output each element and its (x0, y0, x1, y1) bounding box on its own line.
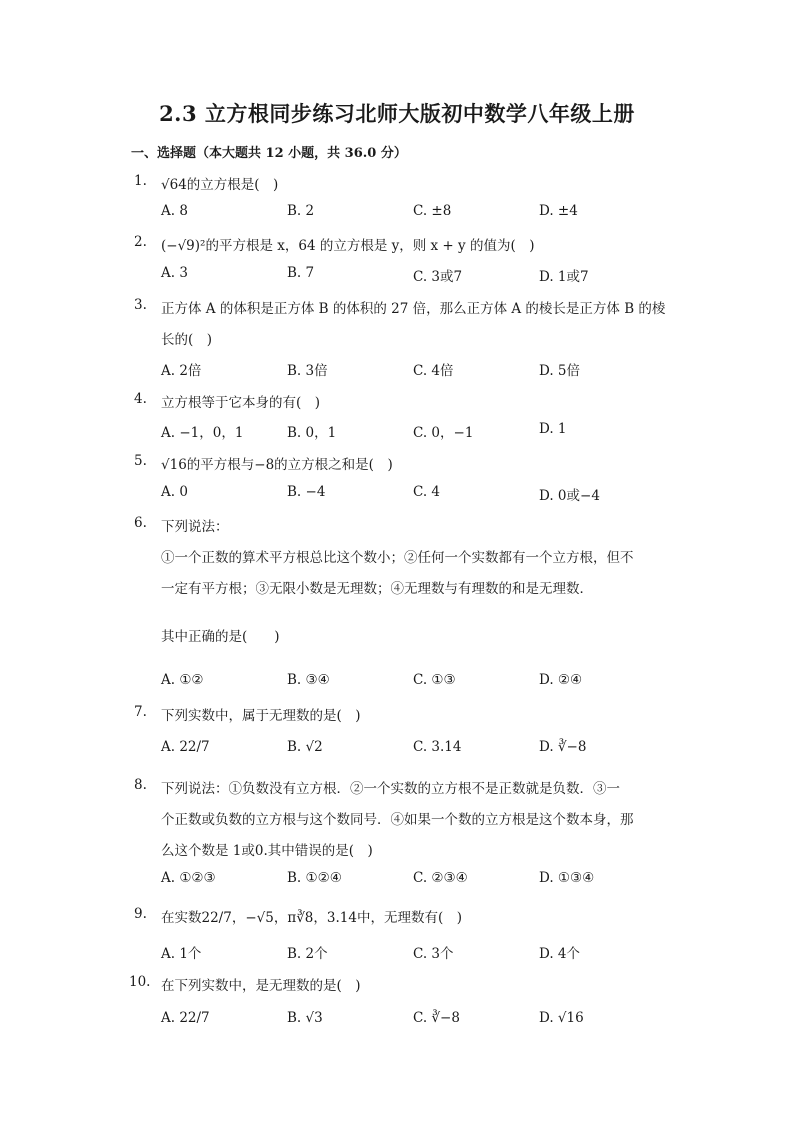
question-number: 5. (134, 453, 147, 469)
question-text: 正方体 A 的体积是正方体 B 的体积的 27 倍，那么正方体 A 的棱长是正方体 B 的棱 (161, 301, 666, 317)
question-number: 3. (134, 297, 147, 313)
option-a[interactable]: A. 8 (161, 203, 188, 219)
option-b[interactable]: B. −4 (287, 484, 326, 500)
question-text: 下列说法：①负数没有立方根．②一个实数的立方根不是正数就是负数．③一 (161, 781, 620, 797)
question-text: 在实数22/7，−√5，π∛8，3.14中，无理数有( ) (161, 910, 462, 926)
question-number: 8. (134, 777, 147, 793)
option-d[interactable]: D. ②④ (539, 672, 583, 688)
question-4-options (161, 421, 681, 441)
option-d[interactable]: D. 4个 (539, 946, 581, 962)
question-1-options (161, 203, 681, 223)
question-text-line4: 其中正确的是( ) (161, 629, 280, 645)
option-c[interactable]: C. ∛−8 (413, 1010, 460, 1026)
question-text: √16的平方根与−8的立方根之和是( ) (161, 457, 393, 473)
option-b[interactable]: B. 2个 (287, 946, 328, 962)
option-b[interactable]: B. ①②④ (287, 870, 342, 886)
question-text: 立方根等于它本身的有( ) (161, 395, 321, 411)
option-a[interactable]: A. −1，0，1 (161, 425, 244, 441)
question-number: 2. (134, 234, 147, 250)
question-number: 7. (134, 704, 147, 720)
section-heading: 一、选择题（本大题共 12 小题，共 36.0 分） (131, 146, 407, 161)
question-text: 在下列实数中，是无理数的是( ) (161, 978, 361, 994)
option-a[interactable]: A. 0 (161, 484, 188, 500)
option-b[interactable]: B. 3倍 (287, 363, 328, 379)
option-c[interactable]: C. 3个 (413, 946, 454, 962)
option-d[interactable]: D. 0或−4 (539, 488, 600, 504)
option-a[interactable]: A. 22/7 (161, 1010, 210, 1026)
option-c[interactable]: C. ②③④ (413, 870, 468, 886)
question-text: 下列说法： (161, 519, 229, 535)
option-c[interactable]: C. ①③ (413, 672, 456, 688)
question-text-line2: 个正数或负数的立方根与这个数同号．④如果一个数的立方根是这个数本身，那 (161, 812, 634, 828)
option-c[interactable]: C. 4倍 (413, 363, 454, 379)
option-b[interactable]: B. 7 (287, 265, 315, 281)
option-a[interactable]: A. 2倍 (161, 363, 202, 379)
option-b[interactable]: B. 2 (287, 203, 315, 219)
question-3-options (161, 359, 681, 379)
option-a[interactable]: A. 3 (161, 265, 188, 281)
question-number: 9. (134, 906, 147, 922)
option-c[interactable]: C. 3或7 (413, 269, 463, 285)
question-6-options (161, 672, 681, 692)
question-number: 4. (134, 391, 147, 407)
question-8-options (161, 870, 681, 890)
page-title: 2.3 立方根同步练习北师大版初中数学八年级上册 (159, 101, 635, 126)
question-2-options (161, 265, 681, 285)
option-a[interactable]: A. ①② (161, 672, 204, 688)
question-10-options (161, 1010, 681, 1030)
option-d[interactable]: D. √16 (539, 1010, 584, 1026)
option-d[interactable]: D. 1或7 (539, 269, 589, 285)
option-c[interactable]: C. 0，−1 (413, 425, 474, 441)
option-c[interactable]: C. 3.14 (413, 739, 462, 755)
option-d[interactable]: D. ①③④ (539, 870, 595, 886)
option-d[interactable]: D. 5倍 (539, 363, 581, 379)
option-b[interactable]: B. √3 (287, 1010, 323, 1026)
option-c[interactable]: C. 4 (413, 484, 441, 500)
option-d[interactable]: D. ±4 (539, 203, 578, 219)
question-text: (−√9)²的平方根是 x，64 的立方根是 y，则 x + y 的值为( ) (161, 238, 535, 254)
question-9-options (161, 942, 681, 962)
question-text-line3: 一定有平方根；③无限小数是无理数；④无理数与有理数的和是无理数． (161, 581, 593, 597)
question-5-options (161, 484, 681, 504)
question-text-line2: 长的( ) (161, 332, 213, 348)
question-text: √64的立方根是( ) (161, 177, 279, 193)
option-a[interactable]: A. 1个 (161, 946, 202, 962)
question-number: 6. (134, 515, 147, 531)
option-c[interactable]: C. ±8 (413, 203, 452, 219)
option-a[interactable]: A. 22/7 (161, 739, 210, 755)
option-a[interactable]: A. ①②③ (161, 870, 216, 886)
option-b[interactable]: B. 0，1 (287, 425, 337, 441)
question-text-line2: ①一个正数的算术平方根总比这个数小；②任何一个实数都有一个立方根，但不 (161, 550, 634, 566)
question-text-line3: 么这个数是 1或0.其中错误的是( ) (161, 843, 373, 859)
option-b[interactable]: B. √2 (287, 739, 323, 755)
option-d[interactable]: D. 1 (539, 421, 567, 437)
question-text: 下列实数中，属于无理数的是( ) (161, 708, 361, 724)
question-number: 10. (129, 974, 151, 990)
option-d[interactable]: D. ∛−8 (539, 739, 587, 755)
question-number: 1. (134, 173, 147, 189)
option-b[interactable]: B. ③④ (287, 672, 330, 688)
question-7-options (161, 739, 681, 759)
